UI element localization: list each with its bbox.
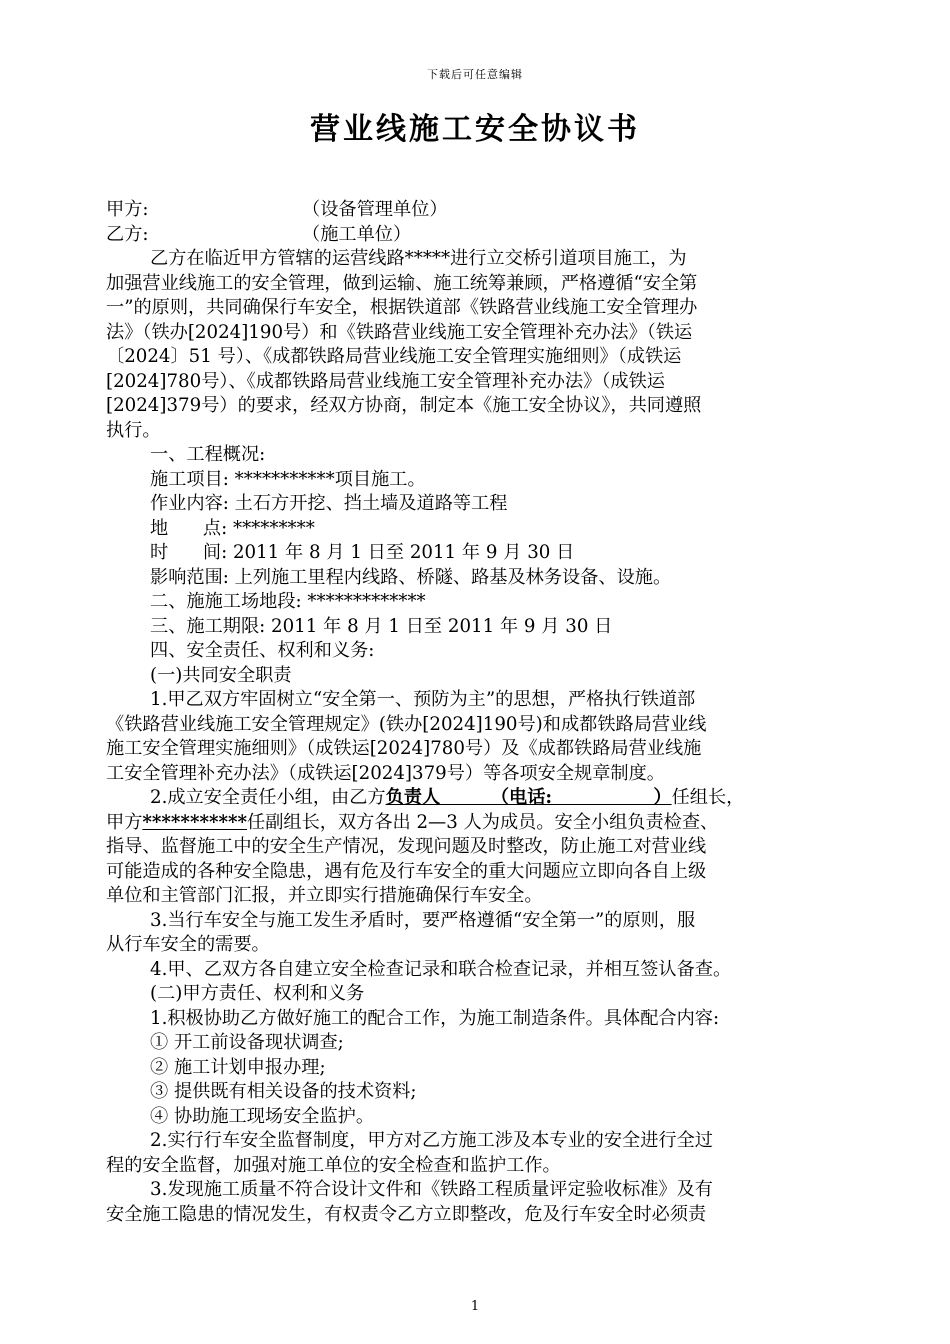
intro-line: [2024]379号）的要求，经双方协商，制定本《施工安全协议》，共同遵照 bbox=[106, 395, 702, 416]
intro-line: 加强营业线施工的安全管理，做到运输、施工统筹兼顾，严格遵循“安全第 bbox=[106, 272, 698, 294]
item-line: 4.甲、乙双方各自建立安全检查记录和联合检查记录，并相互签认备查。 bbox=[150, 958, 732, 980]
subsection-heading: (一)共同安全职责 bbox=[150, 664, 292, 686]
item-line: 2.实行行车安全监督制度，甲方对乙方施工涉及本专业的安全进行全过 bbox=[150, 1130, 713, 1151]
deputy-field: *********** bbox=[142, 811, 248, 833]
responsible-person-field: 负责人 （电话: ） bbox=[385, 787, 672, 808]
item2-text: 2.成立安全责任小组，由乙方 bbox=[150, 787, 386, 808]
item-line: 3.发现施工质量不符合设计文件和《铁路工程质量评定验收标准》及有 bbox=[150, 1179, 713, 1200]
item-line bbox=[106, 786, 851, 811]
item-line: 工安全管理补充办法》（成铁运[2024]379号）等各项安全规章制度。 bbox=[106, 762, 665, 784]
project-line: 影响范围: 上列施工里程内线路、桥隧、路基及林务设备、设施。 bbox=[150, 566, 672, 588]
item2-text: 任组长， bbox=[671, 787, 745, 808]
party-a-line bbox=[106, 198, 851, 223]
item-line: 指导、监督施工中的安全生产情况，发现问题及时整改，防止施工对营业线 bbox=[106, 836, 707, 857]
intro-line: 法》（铁办[2024]190号）和《铁路营业线施工安全管理补充办法》（铁运 bbox=[106, 321, 693, 343]
item-line: 单位和主管部门汇报，并立即实行措施确保行车安全。 bbox=[106, 885, 543, 906]
item-line: 3.当行车安全与施工发生矛盾时，要严格遵循“安全第一”的原则，服 bbox=[150, 909, 696, 931]
item-line: 1.积极协助乙方做好施工的配合工作，为施工制造条件。具体配合内容: bbox=[150, 1007, 720, 1029]
document-title: 营业线施工安全协议书 bbox=[310, 112, 640, 147]
intro-line: [2024]780号）、《成都铁路局营业线施工安全管理补充办法》（成铁运 bbox=[106, 370, 665, 392]
party-b-line bbox=[106, 223, 851, 248]
intro-line: 一”的原则，共同确保行车安全，根据铁道部《铁路营业线施工安全管理办 bbox=[106, 297, 698, 318]
item-line: 1.甲乙双方牢固树立“安全第一、预防为主”的思想，严格执行铁道部 bbox=[150, 689, 696, 710]
subsection-heading: (二)甲方责任、权利和义务 bbox=[150, 983, 365, 1004]
party-b-label: 乙方: bbox=[106, 223, 149, 245]
party-a-label: 甲方: bbox=[106, 199, 149, 220]
intro-line: 执行。 bbox=[106, 419, 161, 441]
project-line: 时 间: 2011 年 8 月 1 日至 2011 年 9 月 30 日 bbox=[150, 542, 575, 563]
item-line: 施工安全管理实施细则》（成铁运[2024]780号）及《成都铁路局营业线施 bbox=[106, 738, 702, 759]
list-item: ④ 协助施工现场安全监护。 bbox=[150, 1105, 375, 1127]
item-line: 安全施工隐患的情况发生，有权责令乙方立即整改，危及行车安全时必须责 bbox=[106, 1203, 707, 1225]
project-line: 施工项目: ***********项目施工。 bbox=[150, 468, 426, 490]
intro-line: 乙方在临近甲方管辖的运营线路*****进行立交桥引道项目施工，为 bbox=[150, 248, 687, 269]
item-line: 从行车安全的需要。 bbox=[106, 934, 270, 955]
item2-text: 任副组长，双方各出 2—3 人为成员。安全小组负责检查、 bbox=[247, 811, 719, 833]
item-line: 程的安全监督，加强对施工单位的安全检查和监护工作。 bbox=[106, 1154, 561, 1176]
project-line: 地 点: ********* bbox=[150, 517, 315, 539]
project-line: 作业内容: 土石方开挖、挡土墙及道路等工程 bbox=[150, 493, 508, 514]
item-line: 《铁路营业线施工安全管理规定》(铁办[2024]190号)和成都铁路局营业线 bbox=[106, 713, 707, 735]
party-b-note: （施工单位） bbox=[302, 223, 412, 245]
party-a-note: （设备管理单位） bbox=[302, 199, 448, 220]
header-note: 下载后可任意编辑 bbox=[427, 68, 523, 81]
page-number: 1 bbox=[470, 1299, 480, 1314]
item-line: 可能造成的各种安全隐患，遇有危及行车安全的重大问题应立即向各自上级 bbox=[106, 860, 707, 882]
item-line bbox=[106, 811, 851, 836]
intro-line: 〔2024〕51 号）、《成都铁路局营业线施工安全管理实施细则》（成铁运 bbox=[106, 346, 682, 367]
section-heading: 四、安全责任、权利和义务: bbox=[150, 640, 375, 661]
item2-text: 甲方 bbox=[106, 811, 143, 833]
document-body bbox=[106, 198, 851, 1227]
list-item: ③ 提供既有相关设备的技术资料; bbox=[150, 1081, 417, 1102]
section-heading: 三、施工期限: 2011 年 8 月 1 日至 2011 年 9 月 30 日 bbox=[150, 615, 613, 637]
section-heading: 二、施施工场地段: ************* bbox=[150, 591, 426, 612]
section-heading: 一、工程概况: bbox=[150, 444, 266, 465]
list-item: ② 施工计划申报办理; bbox=[150, 1056, 326, 1078]
list-item: ① 开工前设备现状调查; bbox=[150, 1032, 344, 1053]
